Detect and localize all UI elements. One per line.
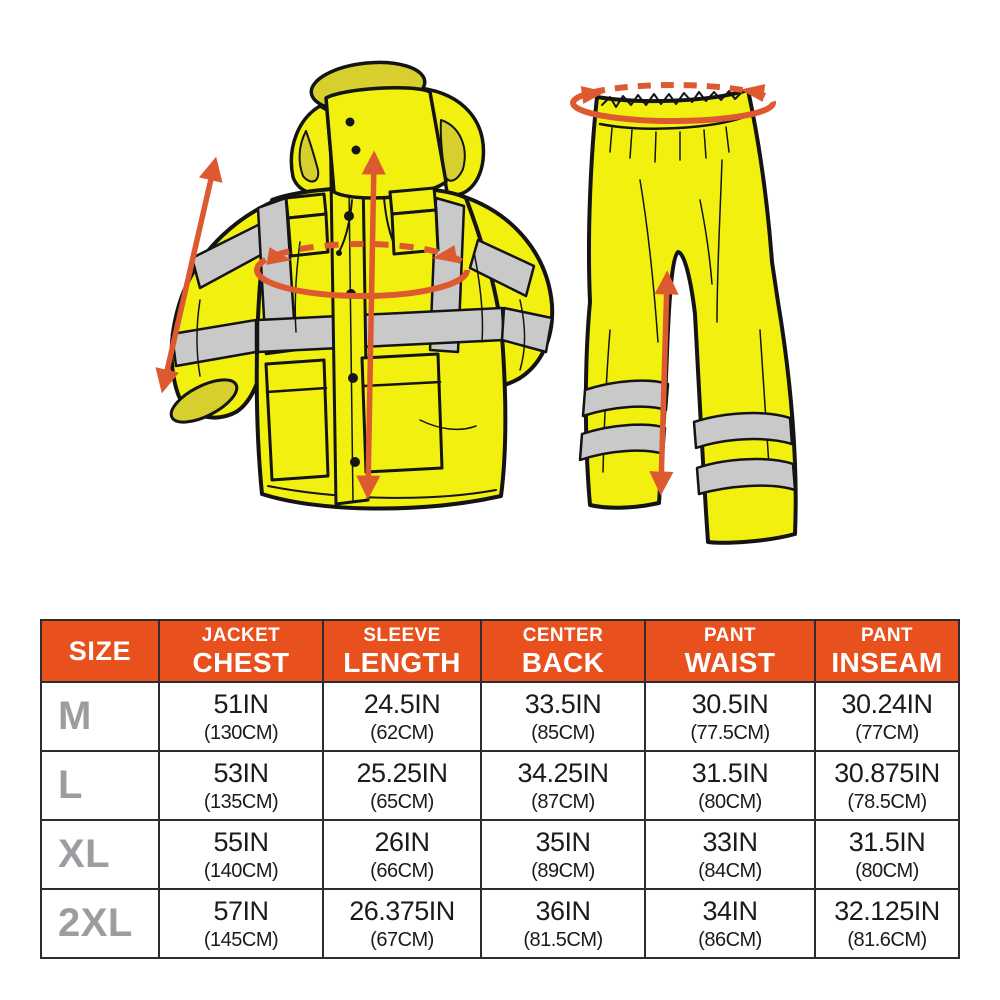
header-label: CHEST: [192, 646, 290, 678]
size-cell: L: [41, 751, 159, 820]
measurement-cell: 25.25IN (65CM): [323, 751, 481, 820]
measurement-cell: 35IN (89CM): [481, 820, 645, 889]
header-cell-pant-waist: [645, 620, 815, 682]
header-label: LENGTH: [343, 646, 461, 678]
size-table: [40, 619, 960, 959]
header-cell-sleeve-length: [323, 620, 481, 682]
table-row-l: [41, 751, 959, 820]
jacket-collar: [326, 88, 446, 198]
header-cell-center-back: [481, 620, 645, 682]
header-label: BACK: [521, 646, 605, 678]
header-label: INSEAM: [831, 646, 943, 678]
measurement-cell: 30.24IN (77CM): [815, 682, 959, 751]
measurement-cell: 34IN (86CM): [645, 889, 815, 958]
header-cell-jacket-chest: [159, 620, 323, 682]
size-cell: 2XL: [41, 889, 159, 958]
measurement-cell: 33.5IN (85CM): [481, 682, 645, 751]
measurement-cell: 51IN (130CM): [159, 682, 323, 751]
header-label: CENTER: [522, 624, 604, 646]
header-cell-size: [41, 620, 159, 682]
jacket-illustration: [165, 57, 552, 508]
measurement-cell: 32.125IN (81.6CM): [815, 889, 959, 958]
measurement-cell: 55IN (140CM): [159, 820, 323, 889]
measurement-cell: 36IN (81.5CM): [481, 889, 645, 958]
header-label: SLEEVE: [363, 624, 441, 646]
measurement-cell: 26.375IN (67CM): [323, 889, 481, 958]
table-row-m: [41, 682, 959, 751]
measurement-cell: 53IN (135CM): [159, 751, 323, 820]
header-label: WAIST: [684, 646, 776, 678]
table-header-row: [41, 620, 959, 682]
header-label: PANT: [861, 624, 913, 646]
header-cell-pant-inseam: [815, 620, 959, 682]
measurement-cell: 30.5IN (77.5CM): [645, 682, 815, 751]
header-label: PANT: [704, 624, 756, 646]
size-cell: M: [41, 682, 159, 751]
table-row-2xl: [41, 889, 959, 958]
measurement-cell: 31.5IN (80CM): [815, 820, 959, 889]
measurement-cell: 57IN (145CM): [159, 889, 323, 958]
measurement-cell: 30.875IN (78.5CM): [815, 751, 959, 820]
table-row-xl: [41, 820, 959, 889]
measurement-cell: 34.25IN (87CM): [481, 751, 645, 820]
size-cell: XL: [41, 820, 159, 889]
measurement-cell: 31.5IN (80CM): [645, 751, 815, 820]
measurement-cell: 33IN (84CM): [645, 820, 815, 889]
pants-illustration: [580, 90, 796, 543]
measurement-cell: 24.5IN (62CM): [323, 682, 481, 751]
measurement-cell: 26IN (66CM): [323, 820, 481, 889]
header-label: JACKET: [201, 624, 281, 646]
header-label: SIZE: [68, 635, 132, 666]
